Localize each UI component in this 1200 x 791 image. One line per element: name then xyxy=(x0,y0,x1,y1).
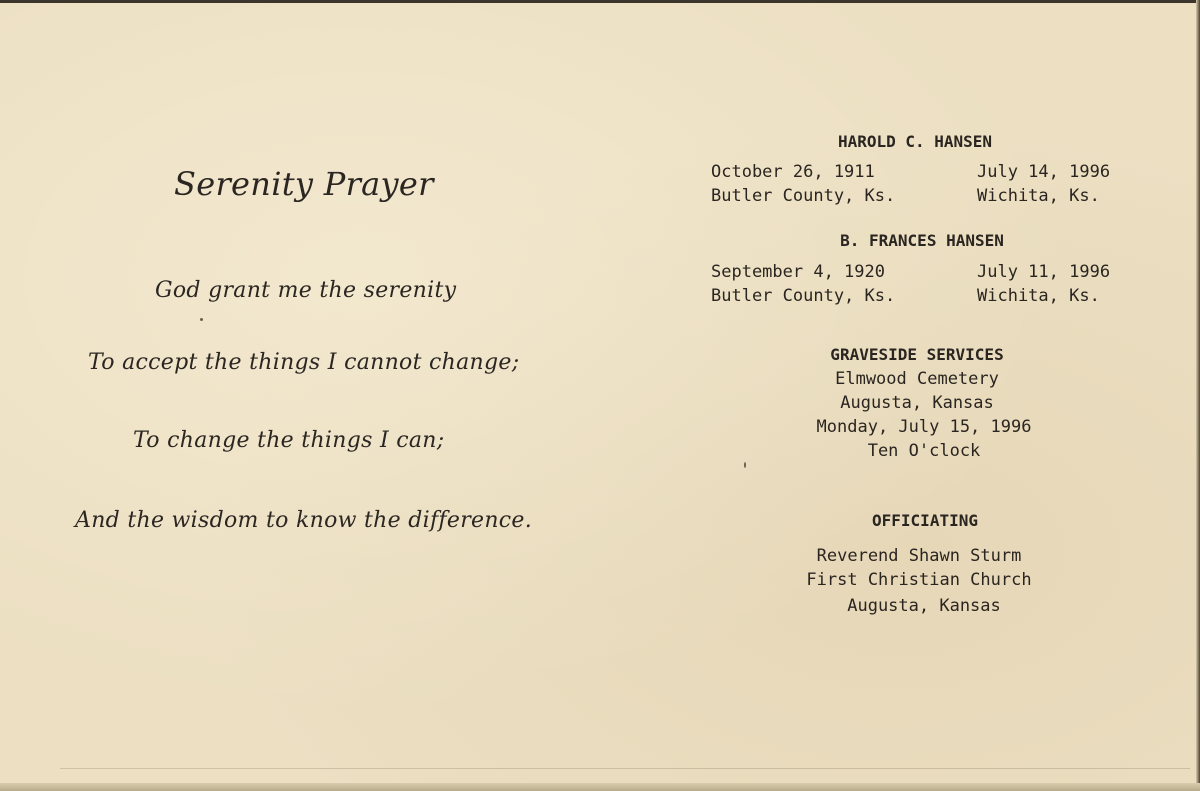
services-line: Ten O'clock xyxy=(867,441,981,461)
services-line: Monday, July 15, 1996 xyxy=(816,417,1032,437)
person1-death-place: Wichita, Ks. xyxy=(977,186,1100,206)
scan-right-edge xyxy=(1196,0,1200,791)
services-line: Augusta, Kansas xyxy=(840,393,994,413)
person2-name: B. FRANCES HANSEN xyxy=(840,231,1004,250)
officiating-line: Reverend Shawn Sturm xyxy=(816,546,1022,566)
prayer-line: To change the things I can; xyxy=(133,428,445,453)
person1-name: HAROLD C. HANSEN xyxy=(837,132,993,151)
person2-death-place: Wichita, Ks. xyxy=(977,286,1100,306)
person2-death-date: July 11, 1996 xyxy=(977,262,1111,282)
prayer-line: To accept the things I cannot change; xyxy=(88,350,520,375)
officiating-line: Augusta, Kansas xyxy=(847,596,1001,616)
person1-death-date: July 14, 1996 xyxy=(977,162,1111,182)
person2-birth-place: Butler County, Ks. xyxy=(711,286,896,306)
person1-birth-place: Butler County, Ks. xyxy=(711,186,896,206)
paper-speck xyxy=(744,462,746,468)
person1-birth-date: October 26, 1911 xyxy=(711,162,875,182)
paper-crease xyxy=(60,768,1190,769)
scan-top-edge xyxy=(0,0,1200,3)
paper-speck xyxy=(200,318,203,321)
prayer-line: And the wisdom to know the difference. xyxy=(75,508,533,533)
officiating-heading: OFFICIATING xyxy=(872,511,978,530)
services-line: Elmwood Cemetery xyxy=(835,369,999,389)
person2-birth-date: September 4, 1920 xyxy=(711,262,885,282)
prayer-line: God grant me the serenity xyxy=(155,278,457,303)
scan-bottom-edge xyxy=(0,783,1200,791)
services-heading: GRAVESIDE SERVICES xyxy=(830,345,1004,364)
officiating-line: First Christian Church xyxy=(806,570,1032,590)
prayer-title: Serenity Prayer xyxy=(174,165,434,203)
